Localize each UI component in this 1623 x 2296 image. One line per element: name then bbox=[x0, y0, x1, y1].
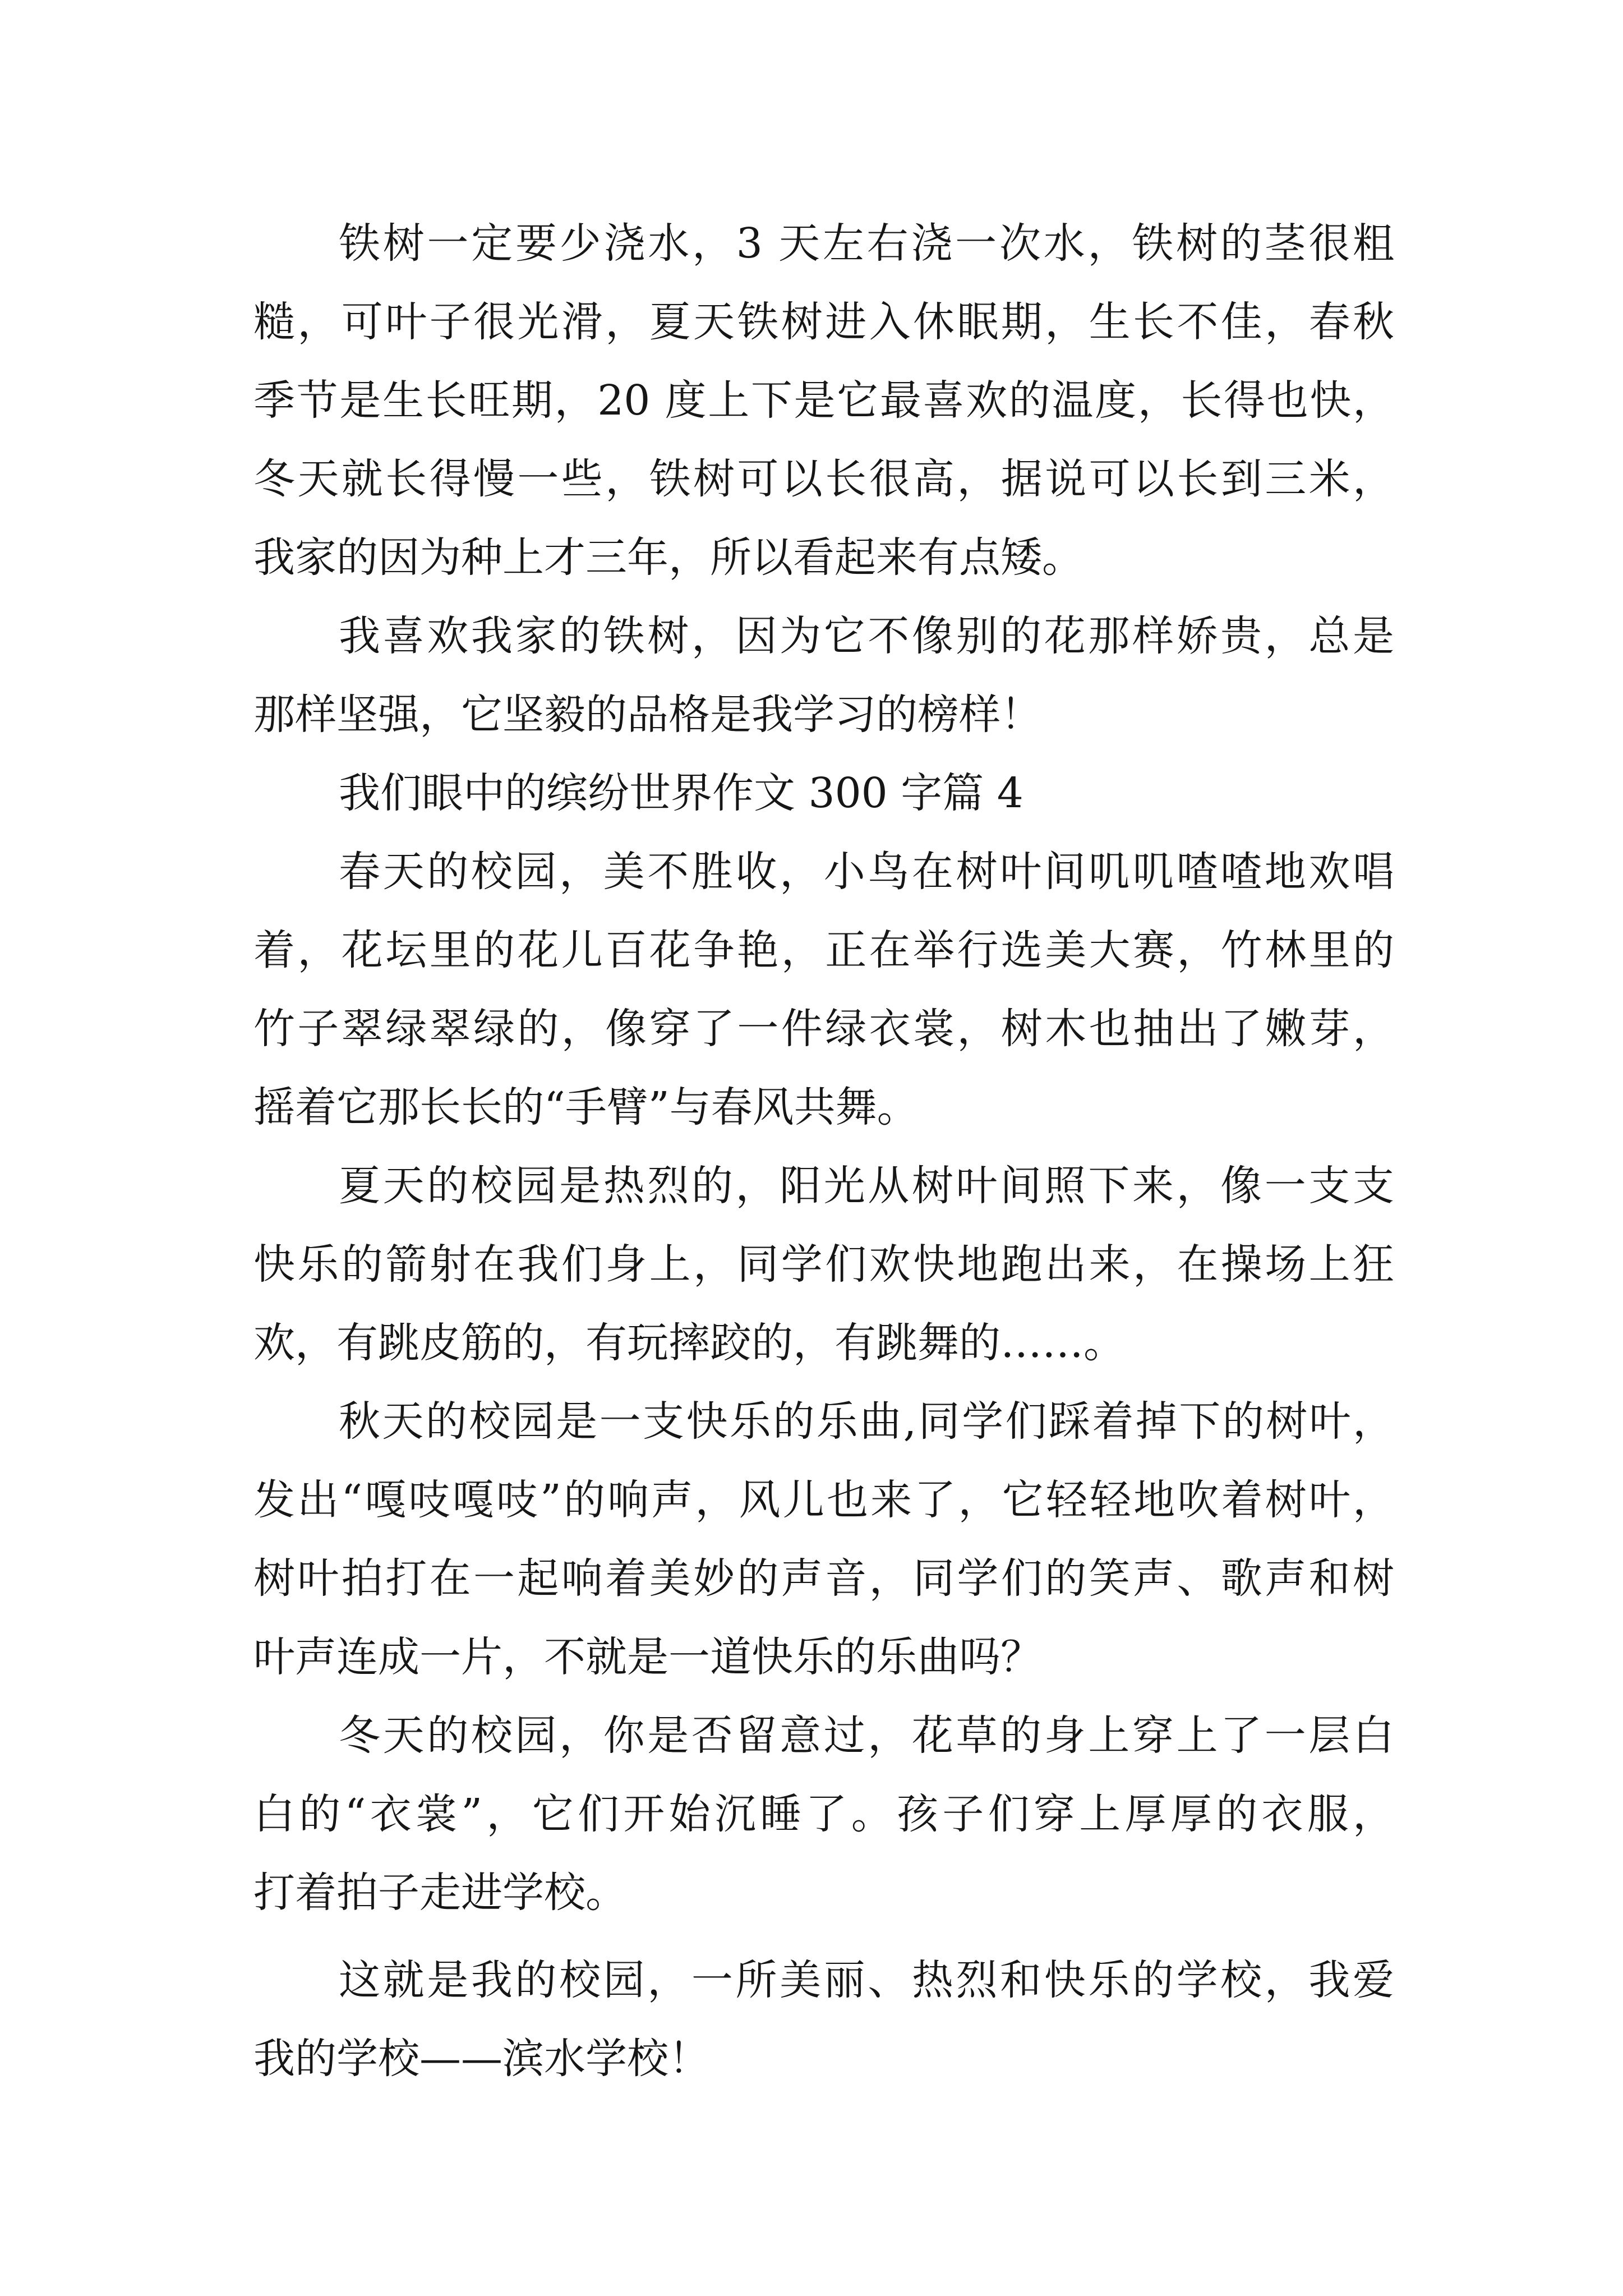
paragraph-conclusion bbox=[253, 1941, 1394, 2098]
paragraph-spring bbox=[253, 832, 1394, 1147]
paragraph-winter bbox=[253, 1696, 1394, 1932]
text-line: 糙，可叶子很光滑，夏天铁树进入休眠期，生长不佳，春秋 bbox=[253, 298, 1394, 346]
text-line: 打着拍子走进学校。 bbox=[253, 1869, 627, 1917]
text-line: 季节是生长旺期，20 度上下是它最喜欢的温度，长得也快， bbox=[253, 376, 1394, 425]
text-line: 这就是我的校园，一所美丽、热烈和快乐的学校，我爱 bbox=[339, 1956, 1394, 2004]
text-line: 竹子翠绿翠绿的，像穿了一件绿衣裳，树木也抽出了嫩芽， bbox=[253, 1005, 1394, 1053]
text-line: 快乐的箭射在我们身上，同学们欢快地跑出来，在操场上狂 bbox=[253, 1240, 1394, 1289]
text-line: 树叶拍打在一起响着美妙的声音，同学们的笑声、歌声和树 bbox=[253, 1554, 1394, 1603]
paragraph-iron-tree-care bbox=[253, 204, 1394, 597]
text-line: 秋天的校园是一支快乐的乐曲,同学们踩着掉下的树叶， bbox=[339, 1397, 1394, 1446]
text-line: 我喜欢我家的铁树，因为它不像别的花那样娇贵，总是 bbox=[339, 612, 1394, 660]
text-line: 摇着它那长长的“手臂”与春风共舞。 bbox=[253, 1083, 919, 1131]
text-line: 我家的因为种上才三年，所以看起来有点矮。 bbox=[253, 533, 1083, 582]
section-heading bbox=[253, 754, 1394, 832]
text-line: 铁树一定要少浇水，3 天左右浇一次水，铁树的茎很粗 bbox=[339, 219, 1394, 268]
text-line: 冬天就长得慢一些，铁树可以长很高，据说可以长到三米， bbox=[253, 455, 1394, 503]
paragraph-iron-tree-love bbox=[253, 597, 1394, 754]
text-line: 白的“衣裳”，它们开始沉睡了。孩子们穿上厚厚的衣服， bbox=[253, 1790, 1394, 1838]
paragraph-summer bbox=[253, 1147, 1394, 1382]
document-body bbox=[253, 204, 1394, 2098]
text-line: 发出“嘎吱嘎吱”的响声，风儿也来了，它轻轻地吹着树叶， bbox=[253, 1476, 1394, 1524]
text-line: 叶声连成一片，不就是一道快乐的乐曲吗？ bbox=[253, 1633, 1042, 1681]
text-line: 着，花坛里的花儿百花争艳，正在举行选美大赛，竹林里的 bbox=[253, 926, 1394, 974]
text-line: 夏天的校园是热烈的，阳光从树叶间照下来，像一支支 bbox=[339, 1162, 1394, 1210]
text-line: 那样坚强，它坚毅的品格是我学习的榜样！ bbox=[253, 691, 1042, 739]
text-line: 欢，有跳皮筋的，有玩摔跤的，有跳舞的……。 bbox=[253, 1319, 1125, 1367]
text-line: 我的学校——滨水学校！ bbox=[253, 2035, 710, 2083]
section-heading-text: 我们眼中的缤纷世界作文 300 字篇 4 bbox=[339, 769, 1023, 817]
text-line: 春天的校园，美不胜收，小鸟在树叶间叽叽喳喳地欢唱 bbox=[339, 848, 1394, 896]
paragraph-autumn bbox=[253, 1382, 1394, 1696]
text-line: 冬天的校园，你是否留意过，花草的身上穿上了一层白 bbox=[339, 1711, 1394, 1760]
